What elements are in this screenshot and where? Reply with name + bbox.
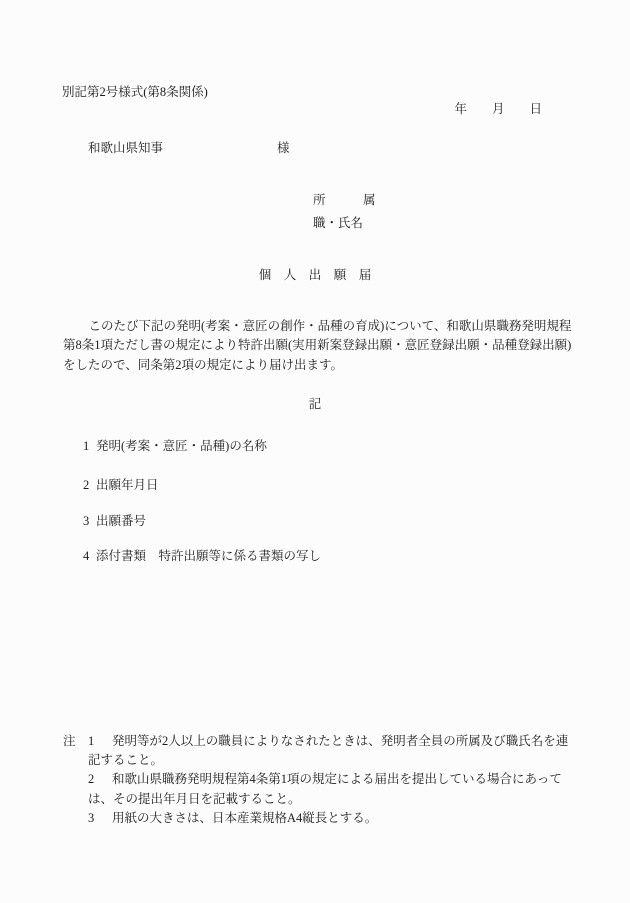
signature-block <box>313 189 376 235</box>
document-title: 個 人 出 願 届 <box>258 268 372 282</box>
list-item-text: 出願番号 <box>96 514 147 528</box>
note-text: 用紙の大きさは、日本産業規格A4縦長とする。 <box>112 810 378 825</box>
honorific-sama: 様 <box>277 141 290 155</box>
note-text: 和歌山県職務発明規程第4条第1項の規定による届出を提出している場合にあって <box>112 772 562 787</box>
body-line: 第8条1項ただし書の規定により特許出願(実用新案登録出願・意匠登録出願・品種登録出願) <box>63 338 572 353</box>
list-item-text: 添付書類 特許出願等に係る書類の写し <box>96 549 322 563</box>
list-item-text: 出願年月日 <box>96 478 159 492</box>
note-item <box>88 770 575 808</box>
addressee-name: 和歌山県知事 <box>88 141 164 155</box>
date-line: 年 月 日 <box>454 102 542 116</box>
note-text: 発明等が2人以上の職員によりなされたときは、発明者全員の所属及び職氏名を連 <box>112 734 569 748</box>
form-number-label: 別記第2号様式(第8条関係) <box>62 85 208 99</box>
list-item-number: 4 <box>83 549 90 563</box>
note-number: 3 <box>88 810 95 825</box>
body-paragraph <box>63 317 575 375</box>
body-line: このたび下記の発明(考案・意匠の創作・品種の育成)について、和歌山県職務発明規程 <box>76 319 572 333</box>
note-text: は、その提出年月日を記載すること。 <box>88 791 301 806</box>
note-number: 2 <box>88 772 95 787</box>
list-item-number: 2 <box>83 478 90 492</box>
list-item-number: 1 <box>83 439 90 453</box>
note-item <box>88 732 575 770</box>
list-item <box>83 475 159 493</box>
list-item <box>83 546 321 564</box>
list-heading-ki: 記 <box>308 397 322 411</box>
list-item-text: 発明(考案・意匠・品種)の名称 <box>96 439 267 453</box>
position-name-label: 職・氏名 <box>313 216 364 230</box>
list-item <box>83 511 146 529</box>
addressee-line <box>88 138 290 156</box>
notes-section <box>63 732 575 828</box>
note-number: 1 <box>88 734 95 748</box>
notes-label: 注 <box>63 734 76 748</box>
list-item <box>83 436 267 454</box>
affiliation-label: 所 属 <box>313 193 376 207</box>
note-text: 記すること。 <box>88 753 164 768</box>
notes-list <box>88 732 575 828</box>
note-item <box>88 809 575 828</box>
body-line: をしたので、同条第2項の規定により届け出ます。 <box>63 357 344 372</box>
list-item-number: 3 <box>83 514 90 528</box>
